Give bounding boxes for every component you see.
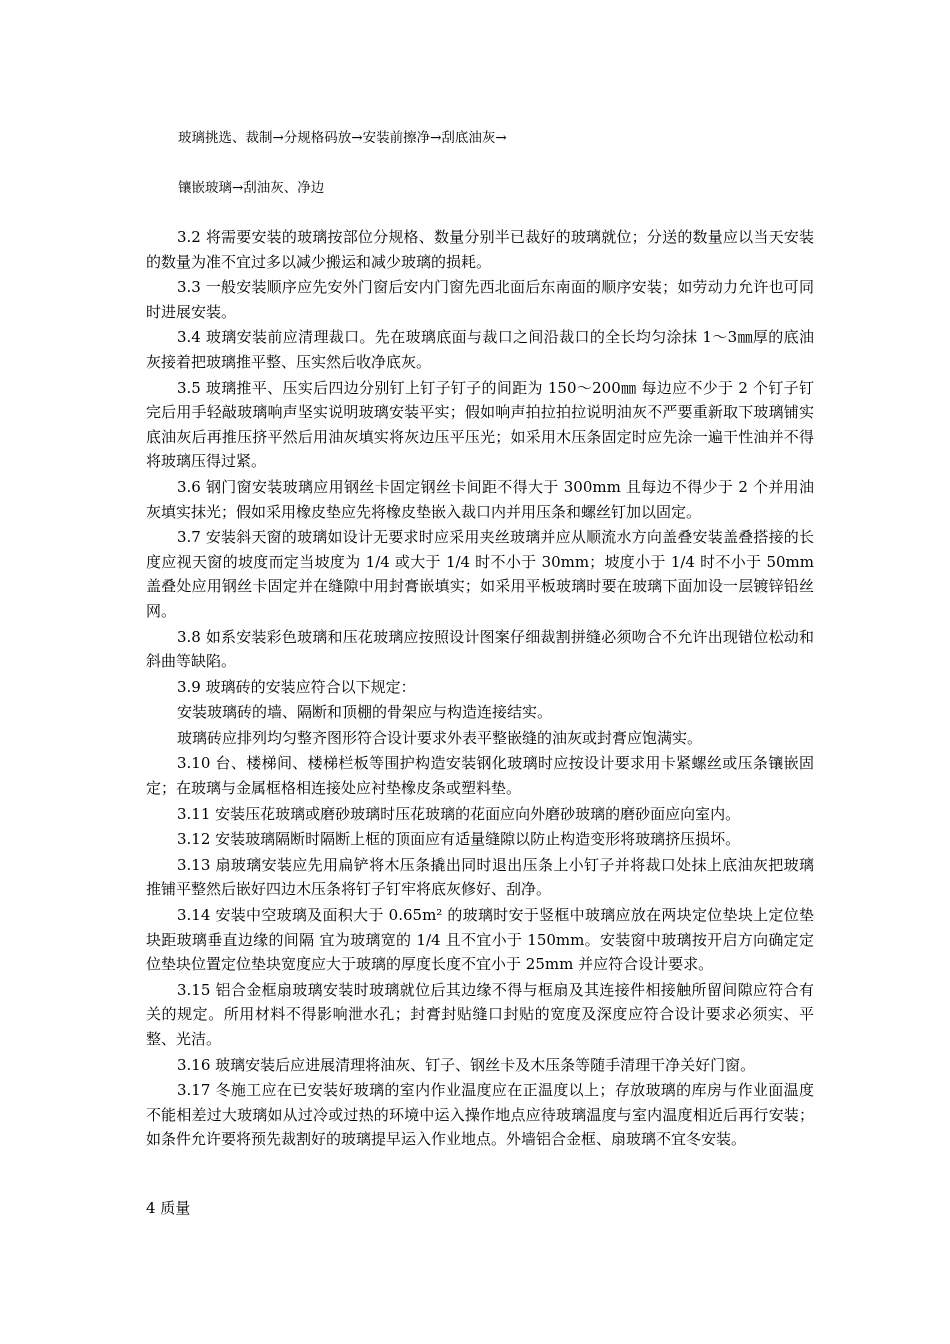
paragraph-3-12: 3.12 安装玻璃隔断时隔断上框的顶面应有适量缝隙以防止构造变形将玻璃挤压损坏。 (177, 830, 741, 849)
paragraph-3-2: 3.2 将需要安装的玻璃按部位分规格、数量分别半已裁好的玻璃就位；分送的数量应以当天安装的数量为准不宜过多以减少搬运和减少玻璃的损耗。 (146, 228, 814, 271)
body-text (146, 225, 814, 1153)
paragraph-3-9-item-2: 玻璃砖应排列均匀整齐图形符合设计要求外表平整嵌缝的油灰或封膏应饱满实。 (177, 728, 703, 747)
paragraph-3-10: 3.10 台、楼梯间、楼梯栏板等围护构造安装钢化玻璃时应按设计要求用卡紧螺丝或压条镶嵌固定；在玻璃与金属框格相连接处应衬垫橡皮条或塑料垫。 (146, 754, 814, 798)
section-heading: 4 质量 (146, 1199, 191, 1217)
paragraph-3-3: 3.3 一般安装顺序应先安外门窗后安内门窗先西北面后东南面的顺序安装；如劳动力允许也可同时进展安装。 (146, 278, 814, 321)
process-flow-line-2: 镶嵌玻璃→刮油灰、净边 (178, 180, 325, 196)
paragraph-3-4: 3.4 玻璃安装前应清理裁口。先在玻璃底面与裁口之间沿裁口的全长均匀涂抹 1～3㎜厚的底油灰接着把玻璃推平整、压实然后收净底灰。 (146, 328, 814, 371)
paragraph-3-16: 3.16 玻璃安装后应进展清理将油灰、钉子、钢丝卡及木压条等随手清理干净关好门窗。 (177, 1055, 756, 1074)
paragraph-3-14: 3.14 安装中空玻璃及面积大于 0.65m² 的玻璃时安于竖框中玻璃应放在两块定位垫块上定位垫块距玻璃垂直边缘的间隔 宜为玻璃宽的 1/4 且不宜小于 150mm。安装窗中玻璃按开启方向确定定位垫块位置定位垫块宽度应大于玻璃的厚度长度不宜小于 25mm 并应符合设计要求。 (146, 906, 814, 974)
paragraph-3-15: 3.15 铝合金框扇玻璃安装时玻璃就位后其边缘不得与框扇及其连接件相接触所留间隙应符合有关的规定。所用材料不得影响泄水孔；封膏封贴缝口封贴的宽度及深度应符合设计要求必须实、平整、光洁。 (146, 980, 814, 1048)
paragraph-3-17: 3.17 冬施工应在已安装好玻璃的室内作业温度应在正温度以上；存放玻璃的库房与作业面温度不能相差过大玻璃如从过冷或过热的环境中运入操作地点应待玻璃温度与室内温度相近后再行安装；如条件允许要将预先裁割好的玻璃提早运入作业地点。外墙铝合金框、扇玻璃不宜冬安装。 (146, 1081, 814, 1149)
paragraph-3-7: 3.7 安装斜天窗的玻璃如设计无要求时应采用夹丝玻璃并应从顺流水方向盖叠安装盖叠搭接的长度应视天窗的坡度而定当坡度为 1/4 或大于 1/4 时不小于 30mm；坡度小于 1/4 时不小于 50mm 盖叠处应用钢丝卡固定并在缝隙中用封膏嵌填实；如采用平板玻璃时要在玻璃下面加设一层镀锌铅丝网。 (146, 528, 814, 620)
paragraph-3-6: 3.6 钢门窗安装玻璃应用钢丝卡固定钢丝卡间距不得大于 300mm 且每边不得少于 2 个并用油灰填实抹光；假如采用橡皮垫应先将橡皮垫嵌入裁口内并用压条和螺丝钉加以固定。 (146, 477, 814, 521)
paragraph-3-8: 3.8 如系安装彩色玻璃和压花玻璃应按照设计图案仔细裁割拼缝必须吻合不允许出现错位松动和斜曲等缺陷。 (146, 627, 814, 671)
paragraph-3-11: 3.11 安装压花玻璃或磨砂玻璃时压花玻璃的花面应向外磨砂玻璃的磨砂面应向室内。 (177, 804, 741, 823)
paragraph-3-9: 3.9 玻璃砖的安装应符合以下规定： (177, 677, 416, 696)
process-flow-line-1: 玻璃挑选、裁制→分规格码放→安装前擦净→刮底油灰→ (178, 130, 507, 146)
paragraph-3-9-item-1: 安装玻璃砖的墙、隔断和顶棚的骨架应与构造连接结实。 (177, 703, 553, 722)
paragraph-3-13: 3.13 扇玻璃安装应先用扁铲将木压条撬出同时退出压条上小钉子并将裁口处抹上底油灰把玻璃推铺平整然后嵌好四边木压条将钉子钉牢将底灰修好、刮净。 (146, 855, 814, 899)
paragraph-3-5: 3.5 玻璃推平、压实后四边分别钉上钉子钉子的间距为 150～200㎜ 每边应不少于 2 个钉子钉完后用手轻敲玻璃响声坚实说明玻璃安装平实；假如响声拍拉拍拉说明油灰不严要重新取下玻璃铺实底油灰后再推压挤平然后用油灰填实将灰边压平压光；如采用木压条固定时应先涂一遍干性油并不得将玻璃压得过紧。 (146, 378, 814, 471)
